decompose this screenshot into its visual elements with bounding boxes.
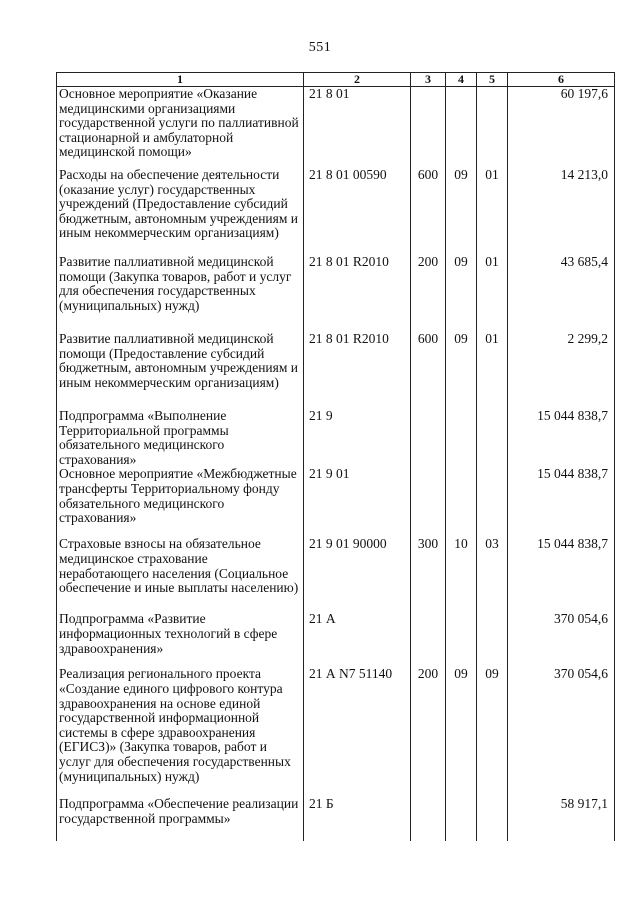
row-name: Подпрограмма «Обеспечение реализации государственной программы»: [57, 797, 304, 841]
row-subsection: [477, 87, 508, 169]
column-header-code: 2: [304, 73, 411, 87]
row-section: [446, 797, 477, 841]
row-expense-type: 300: [411, 537, 446, 612]
row-code: 21 А N7 51140: [304, 667, 411, 797]
row-section: [446, 467, 477, 537]
row-section: [446, 87, 477, 169]
column-header-subsection: 5: [477, 73, 508, 87]
table-row: [57, 537, 615, 612]
row-section: [446, 409, 477, 467]
row-name: Подпрограмма «Выполнение Территориальной программы обязательного медицинского страхования»: [57, 409, 304, 467]
row-section: 09: [446, 667, 477, 797]
row-name: Развитие паллиативной медицинской помощи (Закупка товаров, работ и услуг для обеспечения государственных (муниципальных) нужд): [57, 255, 304, 332]
row-subsection: 01: [477, 255, 508, 332]
table-row: [57, 168, 615, 255]
row-subsection: [477, 797, 508, 841]
column-header-name: 1: [57, 73, 304, 87]
table-header-row: [57, 73, 615, 87]
row-name: Основное мероприятие «Межбюджетные трансферты Территориальному фонду обязательного медицинского страхования»: [57, 467, 304, 537]
row-expense-type: 600: [411, 332, 446, 409]
row-code: 21 А: [304, 612, 411, 667]
row-subsection: [477, 467, 508, 537]
row-amount: 15 044 838,7: [508, 537, 615, 612]
row-amount: 14 213,0: [508, 168, 615, 255]
row-amount: 60 197,6: [508, 87, 615, 169]
row-subsection: [477, 409, 508, 467]
row-code: 21 8 01: [304, 87, 411, 169]
row-subsection: 01: [477, 168, 508, 255]
row-code: 21 8 01 00590: [304, 168, 411, 255]
row-expense-type: [411, 467, 446, 537]
row-section: [446, 612, 477, 667]
column-header-amount: 6: [508, 73, 615, 87]
row-expense-type: 200: [411, 667, 446, 797]
table-row: [57, 667, 615, 797]
row-code: 21 8 01 R2010: [304, 332, 411, 409]
row-amount: 370 054,6: [508, 667, 615, 797]
column-header-section: 4: [446, 73, 477, 87]
row-section: 10: [446, 537, 477, 612]
row-amount: 15 044 838,7: [508, 409, 615, 467]
row-subsection: 01: [477, 332, 508, 409]
row-amount: 2 299,2: [508, 332, 615, 409]
row-name: Реализация регионального проекта «Создание единого цифрового контура здравоохранения на основе единой государственной информационной системы в сфере здравоохранения (ЕГИСЗ)» (Закупка товаров, работ и услуг для обеспечения государственных (муниципальных) нужд): [57, 667, 304, 797]
row-section: 09: [446, 168, 477, 255]
table-row: [57, 332, 615, 409]
page-number: 551: [308, 40, 332, 55]
row-name: Расходы на обеспечение деятельности (оказание услуг) государственных учреждений (Предоставление субсидий бюджетным, автономным учреждениям и иным некоммерческим организациям): [57, 168, 304, 255]
row-name: Развитие паллиативной медицинской помощи (Предоставление субсидий бюджетным, автономным учреждениям и иным некоммерческим организациям): [57, 332, 304, 409]
table-row: [57, 612, 615, 667]
row-subsection: 03: [477, 537, 508, 612]
table-row: [57, 409, 615, 467]
table-row: [57, 467, 615, 537]
row-subsection: [477, 612, 508, 667]
row-expense-type: 600: [411, 168, 446, 255]
table-row: [57, 255, 615, 332]
row-code: 21 9: [304, 409, 411, 467]
row-name: Основное мероприятие «Оказание медицинскими организациями государственной услуги по паллиативной стационарной и амбулаторной медицинской помощи»: [57, 87, 304, 169]
budget-table: [56, 72, 615, 841]
row-expense-type: [411, 797, 446, 841]
row-name: Подпрограмма «Развитие информационных технологий в сфере здравоохранения»: [57, 612, 304, 667]
row-section: 09: [446, 255, 477, 332]
row-name: Страховые взносы на обязательное медицинское страхование неработающего населения (Социальное обеспечение и иные выплаты населению): [57, 537, 304, 612]
row-code: 21 9 01: [304, 467, 411, 537]
row-expense-type: [411, 612, 446, 667]
column-header-expense-type: 3: [411, 73, 446, 87]
row-subsection: 09: [477, 667, 508, 797]
row-amount: 370 054,6: [508, 612, 615, 667]
row-section: 09: [446, 332, 477, 409]
row-amount: 15 044 838,7: [508, 467, 615, 537]
row-code: 21 9 01 90000: [304, 537, 411, 612]
row-code: 21 8 01 R2010: [304, 255, 411, 332]
row-expense-type: 200: [411, 255, 446, 332]
row-expense-type: [411, 87, 446, 169]
row-amount: 43 685,4: [508, 255, 615, 332]
table-row: [57, 797, 615, 841]
row-amount: 58 917,1: [508, 797, 615, 841]
row-expense-type: [411, 409, 446, 467]
row-code: 21 Б: [304, 797, 411, 841]
table-row: [57, 87, 615, 169]
